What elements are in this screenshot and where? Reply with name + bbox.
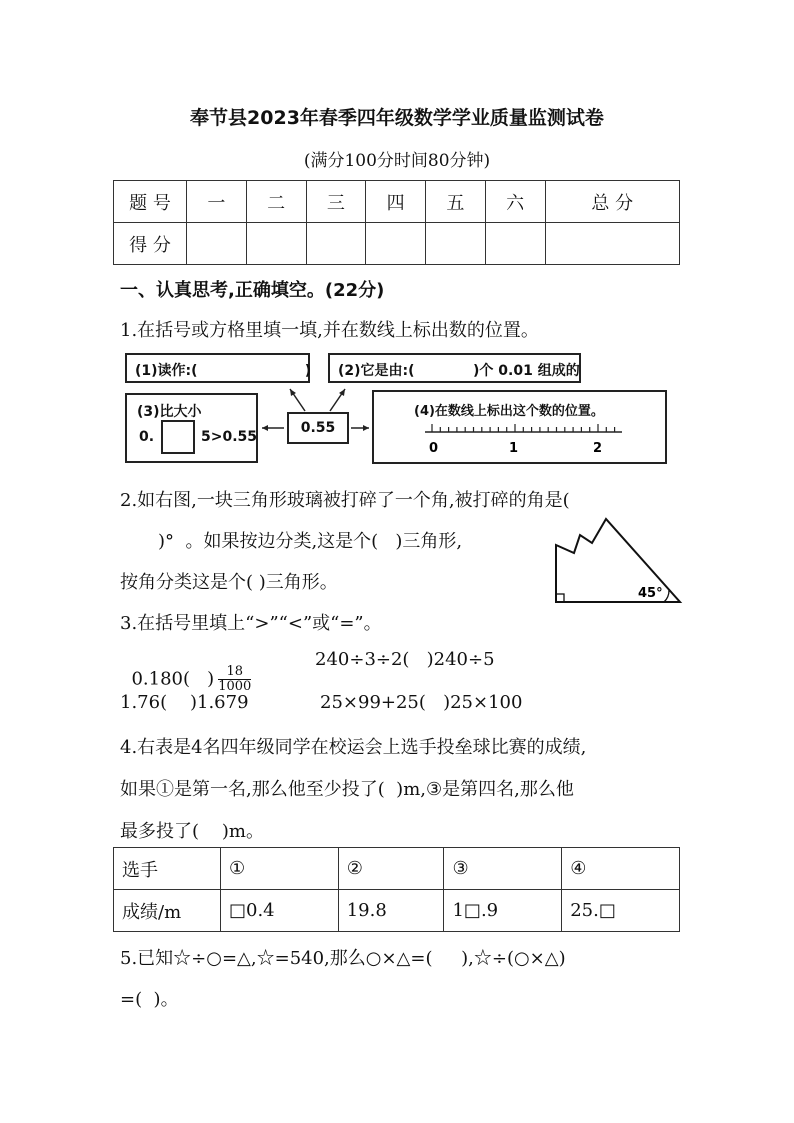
composition-box-label: (2)它是由:( )个 0.01 组成的 bbox=[338, 363, 580, 379]
table-cell: 25.□ bbox=[562, 890, 680, 932]
score-cell: 三 bbox=[306, 181, 366, 223]
table-cell: 1□.9 bbox=[444, 890, 562, 932]
table-row bbox=[114, 890, 680, 932]
question-2-line-1: 2.如右图,一块三角形玻璃被打碎了一个角,被打碎的角是( bbox=[120, 490, 570, 511]
table-cell: □0.4 bbox=[221, 890, 339, 932]
question-3: 3.在括号里填上“>”“<”或“=”。 bbox=[120, 613, 382, 634]
page-subtitle: (满分100分时间80分钟) bbox=[303, 151, 491, 171]
question-4-line-3: 最多投了( )m。 bbox=[120, 821, 264, 842]
compare-right: 5>0.55 bbox=[201, 429, 258, 445]
throw-results-table bbox=[113, 847, 680, 932]
axis-label: 2 bbox=[593, 441, 603, 456]
axis-label: 0 bbox=[429, 441, 439, 456]
question-2-line-2: )° 。如果按边分类,这是个( )三角形, bbox=[158, 531, 463, 552]
score-cell: 一 bbox=[187, 181, 247, 223]
center-number: 0.55 bbox=[300, 420, 336, 436]
question-4-line-2: 如果①是第一名,那么他至少投了( )m,③是第四名,那么他 bbox=[120, 779, 574, 800]
table-cell: ② bbox=[338, 848, 444, 890]
question-5-line-2: =( )。 bbox=[120, 989, 179, 1010]
right-angle-mark bbox=[556, 594, 564, 602]
q3-c: 1.76( )1.679 bbox=[120, 692, 249, 713]
score-cell: 五 bbox=[426, 181, 486, 223]
table-cell: ① bbox=[221, 848, 339, 890]
q1-arrows-and-numberline bbox=[0, 0, 794, 480]
score-cell: 六 bbox=[485, 181, 545, 223]
angle-label: 45° bbox=[638, 586, 663, 601]
page-title: 奉节县2023年春季四年级数学学业质量监测试卷 bbox=[190, 107, 604, 129]
question-2-line-3: 按角分类这是个( )三角形。 bbox=[120, 572, 338, 593]
q3-a bbox=[120, 644, 251, 694]
section-heading: 一、认真思考,正确填空。(22分) bbox=[120, 280, 385, 301]
score-cell: 得 分 bbox=[114, 223, 187, 265]
compare-left: 0. bbox=[139, 429, 155, 445]
table-row bbox=[114, 848, 680, 890]
q3-b: 240÷3÷2( )240÷5 bbox=[315, 649, 495, 670]
table-cell: 选手 bbox=[114, 848, 221, 890]
question-4-line-1: 4.右表是4名四年级同学在校运会上选手投垒球比赛的成绩, bbox=[120, 737, 587, 758]
read-box-label: (1)读作:( ) bbox=[135, 363, 312, 379]
q3-a-left: 0.180( ) bbox=[131, 668, 215, 690]
score-cell: 二 bbox=[246, 181, 306, 223]
question-5-line-1: 5.已知☆÷○=△,☆=540,那么○×△=( ),☆÷(○×△) bbox=[120, 948, 566, 969]
fraction bbox=[218, 665, 251, 694]
question-1: 1.在括号或方格里填一填,并在数线上标出数的位置。 bbox=[120, 320, 539, 341]
score-cell: 四 bbox=[366, 181, 426, 223]
table-cell: 19.8 bbox=[338, 890, 444, 932]
axis-label: 1 bbox=[509, 441, 519, 456]
fraction-numerator: 18 bbox=[218, 665, 251, 680]
compare-box-title: (3)比大小 bbox=[137, 404, 202, 420]
number-line-title: (4)在数线上标出这个数的位置。 bbox=[414, 404, 604, 419]
score-cell: 题 号 bbox=[114, 181, 187, 223]
q3-d: 25×99+25( )25×100 bbox=[320, 692, 523, 713]
table-cell: 成绩/m bbox=[114, 890, 221, 932]
broken-triangle-figure bbox=[548, 515, 688, 610]
table-cell: ③ bbox=[444, 848, 562, 890]
fraction-denominator: 1000 bbox=[218, 679, 252, 694]
score-cell: 总 分 bbox=[545, 181, 680, 223]
table-cell: ④ bbox=[562, 848, 680, 890]
